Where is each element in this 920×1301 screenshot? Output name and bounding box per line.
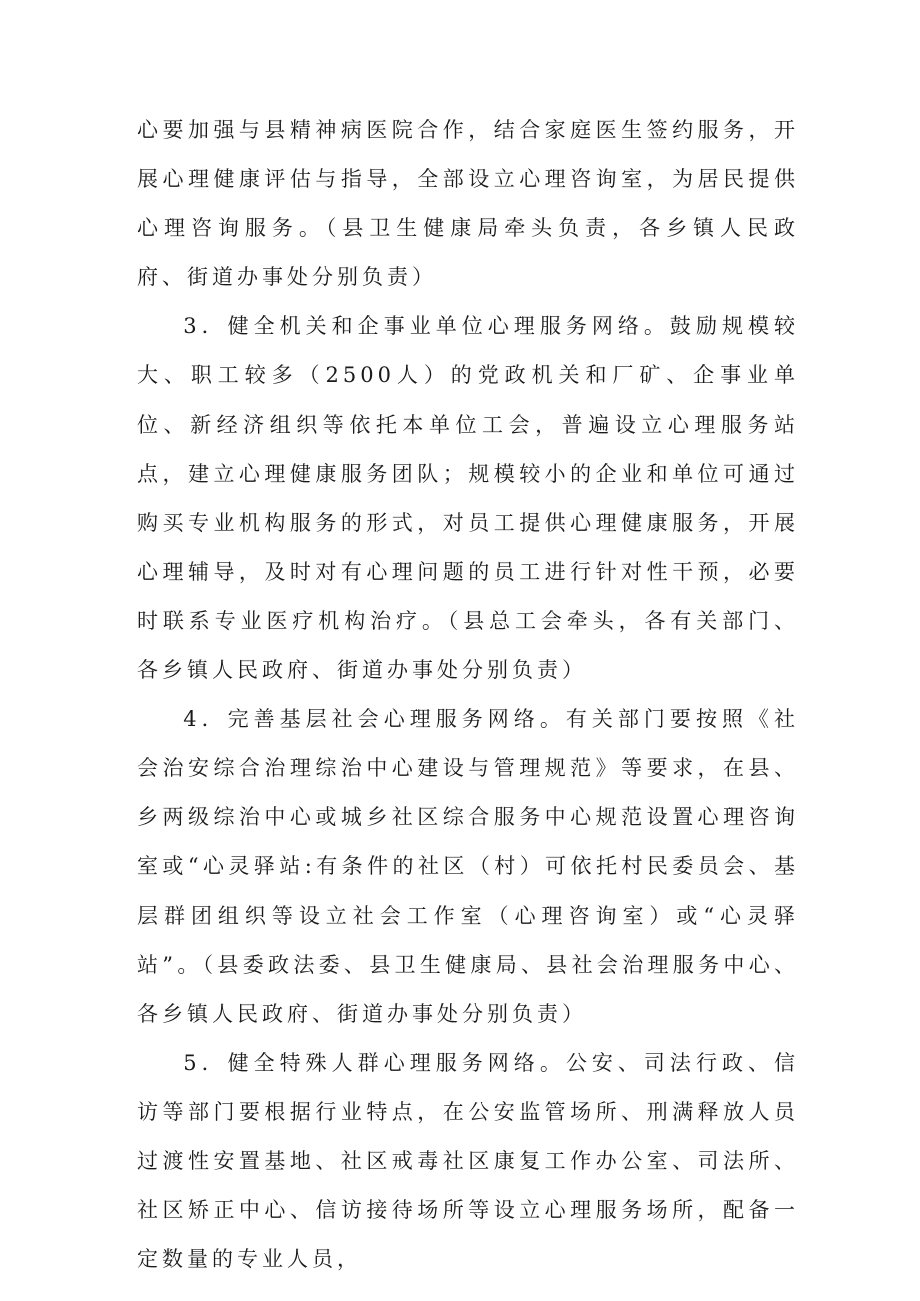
paragraph-continuation: 心要加强与县精神病医院合作，结合家庭医生签约服务，开展心理健康评估与指导，全部设立心理咨询室，为居民提供心理咨询服务。（县卫生健康局牵头负责，各乡镇人民政府、街道办事处分别负责） bbox=[137, 118, 799, 290]
document-body bbox=[137, 106, 799, 1284]
paragraph-item-5: 5．健全特殊人群心理服务网络。公安、司法行政、信访等部门要根据行业特点，在公安监管场所、刑满释放人员过渡性安置基地、社区戒毒社区康复工作办公室、司法所、社区矫正中心、信访接待场所等设立心理服务场所，配备一定数量的专业人员， bbox=[137, 1050, 799, 1272]
paragraph-item-3: 3．健全机关和企事业单位心理服务网络。鼓励规模较大、职工较多（2500人）的党政机关和厂矿、企事业单位、新经济组织等依托本单位工会，普遍设立心理服务站点，建立心理健康服务团队；规模较小的企业和单位可通过购买专业机构服务的形式，对员工提供心理健康服务，开展心理辅导，及时对有心理问题的员工进行针对性干预，必要时联系专业医疗机构治疗。（县总工会牵头，各有关部门、各乡镇人民政府、街道办事处分别负责） bbox=[137, 314, 799, 683]
paragraph-item-4: 4．完善基层社会心理服务网络。有关部门要按照《社会治安综合治理综治中心建设与管理规范》等要求，在县、乡两级综治中心或城乡社区综合服务中心规范设置心理咨询室或“心灵驿站:有条件的社区（村）可依托村民委员会、基层群团组织等设立社会工作室（心理咨询室）或“心灵驿站”。（县委政法委、县卫生健康局、县社会治理服务中心、各乡镇人民政府、街道办事处分别负责） bbox=[137, 707, 799, 1026]
